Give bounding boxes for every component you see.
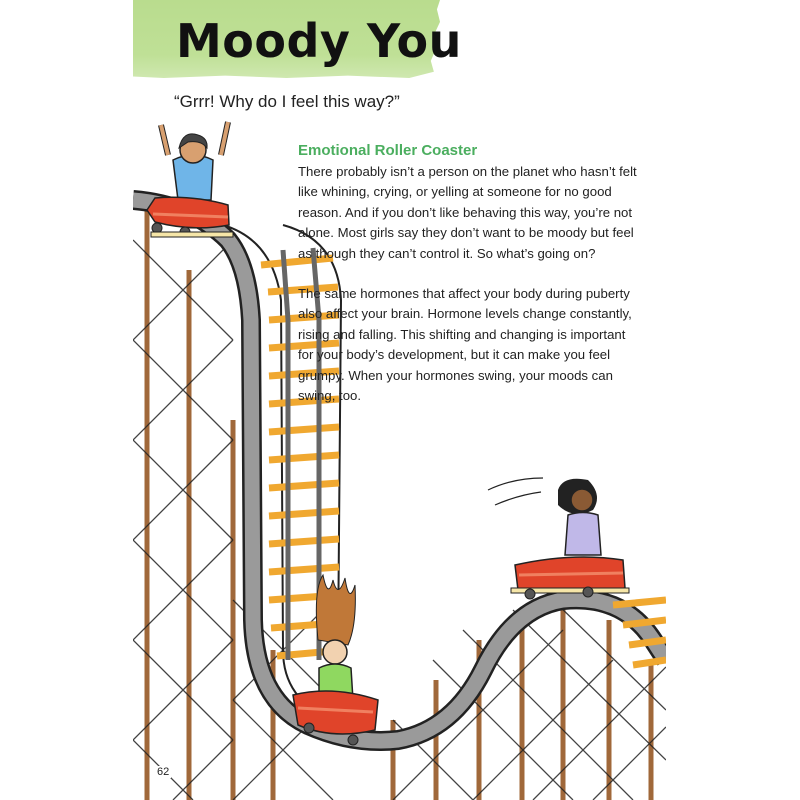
page-title: Moody You	[176, 14, 462, 68]
right-rider-girl	[488, 478, 629, 599]
top-rider-girl	[147, 122, 233, 237]
book-page	[133, 0, 666, 800]
paragraph-2: The same hormones that affect your body during puberty also affect your brain. Hormone levels change constantly, rising and falling. This shifting and changing is important for your body’s development, but it can make you feel grumpy. When your hormones swing, your moods can swing, too.	[298, 286, 632, 404]
article	[298, 142, 638, 426]
paragraph-1: There probably isn’t a person on the planet who hasn’t felt like whining, crying, or yelling at someone for no good reason. And if you don’t like behaving this way, you’re not alone. Most girls say they don’t want to be moody but feel as though they can’t control it. So what’s going on?	[298, 164, 637, 261]
page-quote: “Grrr! Why do I feel this way?”	[174, 92, 400, 111]
section-heading: Emotional Roller Coaster	[298, 142, 478, 159]
page-number: 62	[157, 766, 170, 778]
